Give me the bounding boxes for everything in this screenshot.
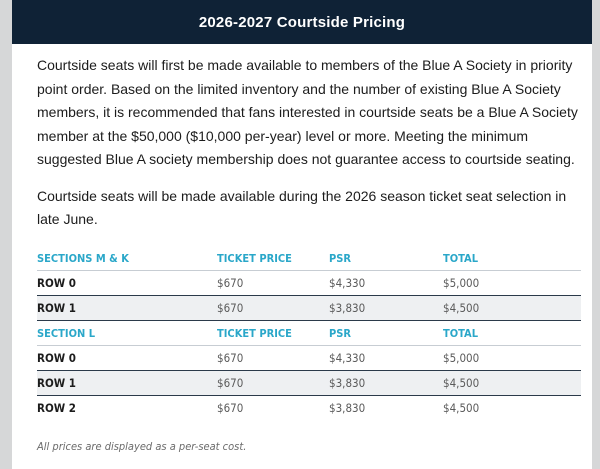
total-cell: $5,000 [443, 346, 581, 371]
pricing-footnote: All prices are displayed as a per-seat cost. [37, 440, 247, 453]
column-header-psr: PSR [329, 321, 443, 346]
column-header-ticket-price: TICKET PRICE [217, 321, 329, 346]
column-header-section: SECTION L [37, 321, 217, 346]
table-row [37, 271, 581, 296]
page-left-margin [0, 0, 12, 469]
ticket-price-cell: $670 [217, 371, 329, 396]
row-label: ROW 2 [37, 401, 76, 415]
row-label: ROW 0 [37, 346, 217, 371]
table-header-row [37, 246, 581, 271]
table-header-row [37, 321, 581, 346]
psr-cell: $4,330 [329, 271, 443, 296]
psr-cell: $3,830 [329, 401, 366, 415]
psr-cell: $4,330 [329, 346, 443, 371]
total-cell: $4,500 [443, 296, 581, 321]
table-row [37, 371, 581, 396]
ticket-price-cell: $670 [217, 271, 329, 296]
pricing-title: 2026-2027 Courtside Pricing [198, 13, 406, 31]
total-cell: $4,500 [443, 371, 581, 396]
pricing-table [37, 246, 581, 420]
ticket-price-cell: $670 [217, 346, 329, 371]
table-row [37, 296, 581, 321]
psr-cell: $3,830 [329, 371, 443, 396]
column-header-total: TOTAL [443, 246, 581, 271]
total-cell: $5,000 [443, 271, 581, 296]
pricing-header [12, 0, 592, 44]
pricing-card [12, 0, 592, 469]
column-header-section: SECTIONS M & K [37, 246, 217, 271]
row-label: ROW 1 [37, 296, 217, 321]
row-label: ROW 0 [37, 271, 217, 296]
psr-cell: $3,830 [329, 296, 443, 321]
ticket-price-cell: $670 [217, 296, 329, 321]
table-row [37, 346, 581, 371]
ticket-price-cell: $670 [217, 401, 244, 415]
table-row [37, 396, 581, 421]
row-label: ROW 1 [37, 371, 217, 396]
total-cell: $4,500 [443, 401, 480, 415]
availability-paragraph: Courtside seats will be made available during the 2026 season ticket seat selection in late June. [37, 187, 567, 227]
column-header-total: TOTAL [443, 321, 581, 346]
intro-paragraph: Courtside seats will first be made available to members of the Blue A Society in priority point order. Based on the limited inventory and the number of existing Blue A Society members, it is recommended that fans interested in courtside seats be a Blue A Society member at the $50,000 ($10,000 per-year) level or more. Meeting the minimum suggested Blue A society membership does not guarantee access to courtside seating. [37, 57, 578, 167]
column-header-psr: PSR [329, 246, 443, 271]
column-header-ticket-price: TICKET PRICE [217, 246, 329, 271]
page-right-margin [592, 0, 600, 469]
